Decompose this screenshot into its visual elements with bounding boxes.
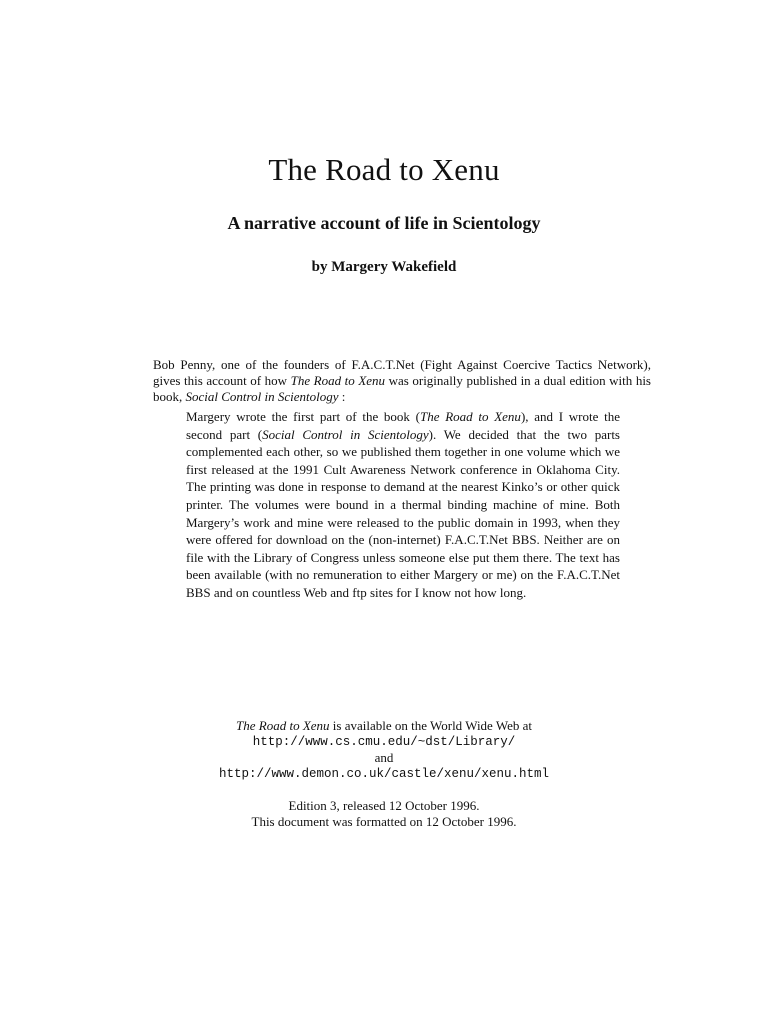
document-author: by Margery Wakefield: [311, 259, 457, 275]
url-cmu: http://www.cs.cmu.edu/~dst/Library/: [252, 735, 516, 749]
and-text: and: [374, 750, 394, 765]
quote-text-2: ), and I wrote the second part (: [186, 409, 620, 442]
availability-book-title: The Road to Xenu: [236, 718, 330, 733]
footer-block: [0, 718, 768, 830]
intro-text-1: Bob Penny, one of the founders of F.A.C.T.Net (Fight Against Coercive Tactics Network), gives this account of how: [153, 357, 651, 388]
availability-text: is available on the World Wide Web at: [329, 718, 532, 733]
document-subtitle: A narrative account of life in Scientology: [227, 213, 541, 233]
url-demon: http://www.demon.co.uk/castle/xenu/xenu.html: [218, 767, 550, 781]
intro-text-3: :: [338, 389, 346, 404]
quote-other-book: Social Control in Scientology: [262, 426, 429, 442]
availability-line: [0, 718, 768, 734]
footer-spacer: [0, 782, 768, 798]
quote-block: [186, 408, 620, 602]
quote-book-title: The Road to Xenu: [420, 409, 521, 424]
quote-text-1: Margery wrote the first part of the book (: [186, 409, 420, 424]
formatted-line: This document was formatted on 12 October 1996.: [251, 814, 517, 829]
intro-book-title: The Road to Xenu: [290, 373, 386, 388]
intro-other-book: Social Control in Scientology: [185, 389, 339, 404]
quote-text-3: ). We decided that the two parts complemented each other, so we published them together in one volume which we first released at the 1991 Cult Awareness Network conference in Oklahoma City. The printing was done in response to demand at the nearest Kinko’s or other quick printer. The volumes were bound in a thermal binding machine of mine. Both Margery’s work and mine were released to the public domain in 1993, when they were offered for download on the (non-internet) F.A.C.T.Net BBS. Neither are on file with the Library of Congress unless someone else put them there. The text has been available (with no remuneration to either Margery or me) on the F.A.C.T.Net BBS and on countless Web and ftp sites for I know not how long.: [186, 426, 620, 600]
edition-line: Edition 3, released 12 October 1996.: [288, 798, 480, 813]
intro-text-2: was originally published in a dual edition with his book,: [153, 373, 651, 404]
intro-paragraph: [153, 357, 651, 405]
document-title: The Road to Xenu: [268, 152, 500, 187]
